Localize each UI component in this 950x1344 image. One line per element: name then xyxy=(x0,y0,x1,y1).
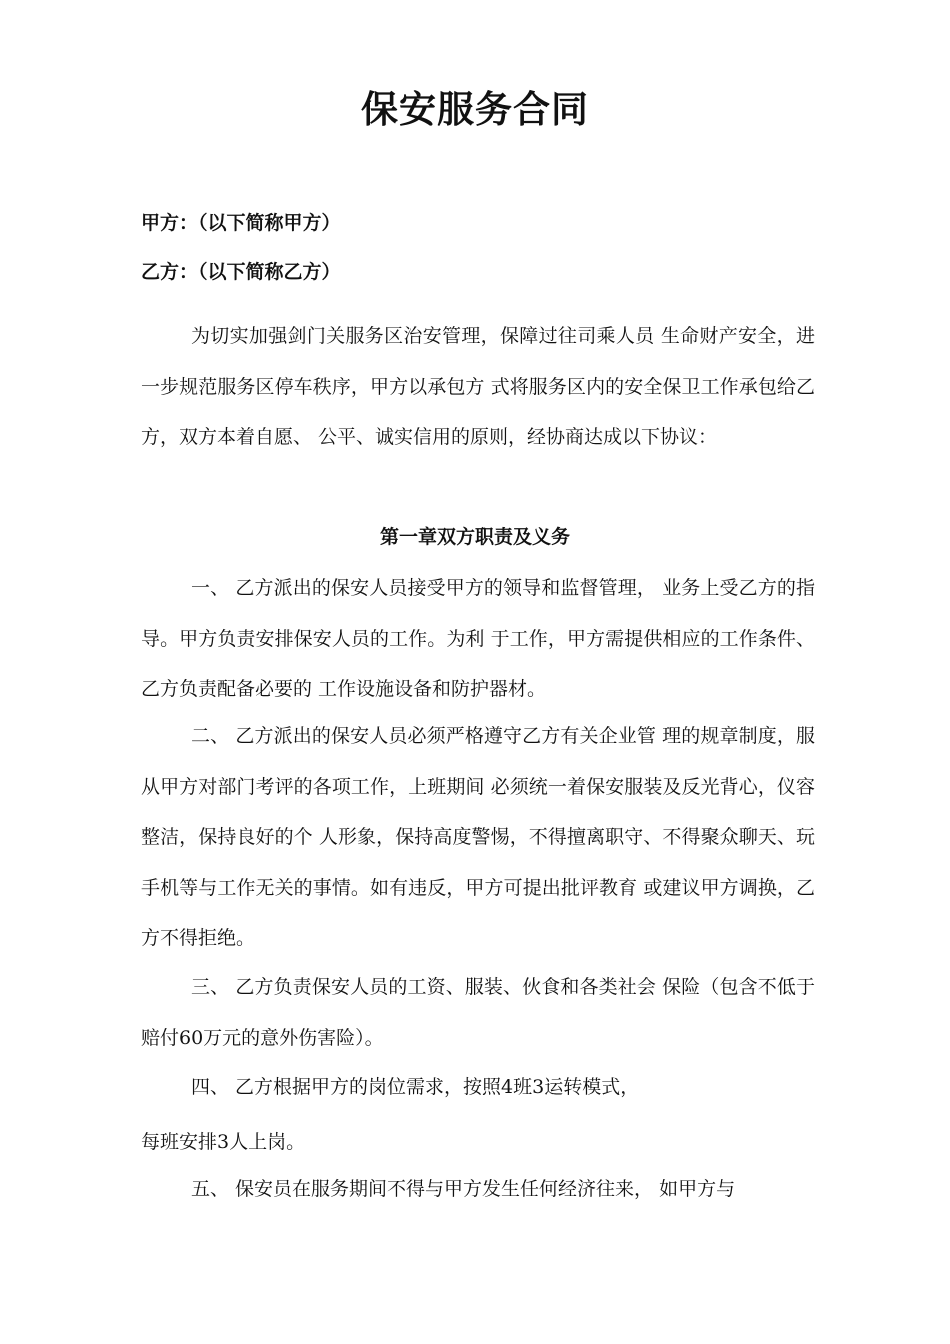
clause-2: 二、 乙方派出的保安人员必须严格遵守乙方有关企业管 理的规章制度，服从甲方对部门考评的各项工作，上班期间 必须统一着保安服装及反光背心，仪容整洁，保持良好的个 人形象，保持高度警惕，不得擅离职守、不得聚众聊天、玩 手机等与工作无关的事情。如有违反，甲方可提出批评教育 或建议甲方调换，乙方不得拒绝。 xyxy=(141,725,815,949)
intro-paragraph: 为切实加强剑门关服务区治安管理，保障过往司乘人员 生命财产安全，进一步规范服务区停车秩序，甲方以承包方 式将服务区内的安全保卫工作承包给乙方，双方本着自愿、 公平、诚实信用的原则，经协商达成以下协议： xyxy=(141,325,815,448)
chapter-heading: 第一章双方职责及义务 xyxy=(379,526,570,548)
clause-3: 三、 乙方负责保安人员的工资、服装、伙食和各类社会 保险（包含不低于赔付60万元的意外伤害险）。 xyxy=(141,976,815,1049)
clause-4: 四、 乙方根据甲方的岗位需求，按照4班3运转模式， xyxy=(191,1076,640,1098)
party-b-line: 乙方：（以下简称乙方） xyxy=(141,261,341,283)
document-title: 保安服务合同 xyxy=(361,88,589,131)
clause-1: 一、 乙方派出的保安人员接受甲方的领导和监督管理， 业务上受乙方的指导。甲方负责安排保安人员的工作。为利 于工作，甲方需提供相应的工作条件、乙方负责配备必要的 工作设施设备和防护器材。 xyxy=(141,577,815,700)
party-a-line: 甲方：（以下简称甲方） xyxy=(141,212,341,234)
clause-5: 五、 保安员在服务期间不得与甲方发生任何经济往来， 如甲方与 xyxy=(191,1178,736,1200)
clause-4-continuation: 每班安排3人上岗。 xyxy=(141,1131,306,1153)
